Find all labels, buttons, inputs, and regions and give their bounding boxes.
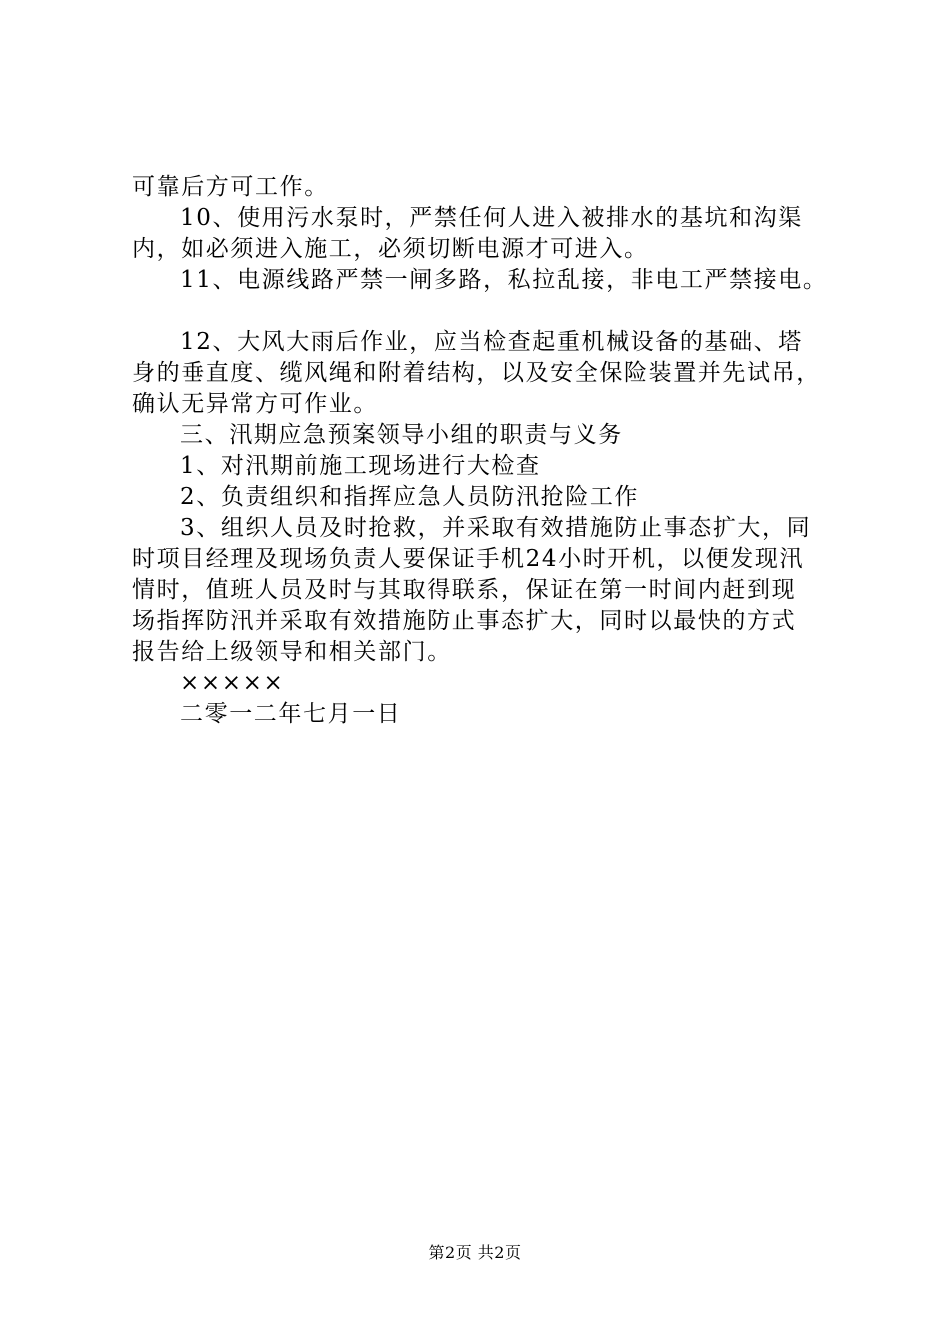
text-line: 12、大风大雨后作业，应当检查起重机械设备的基础、塔 [180, 329, 803, 355]
signature-placeholder: ××××× [180, 670, 285, 696]
page-number-footer: 第2页 共2页 [428, 1243, 522, 1262]
text-line: 可靠后方可工作。 [132, 174, 329, 200]
text-line: 2、负责组织和指挥应急人员防汛抢险工作 [180, 484, 640, 510]
text-line: 情时，值班人员及时与其取得联系，保证在第一时间内赶到现 [132, 577, 797, 603]
text-line: 3、组织人员及时抢救，并采取有效措施防止事态扩大，同 [180, 515, 812, 541]
text-line: 身的垂直度、缆风绳和附着结构，以及安全保险装置并先试吊， [132, 360, 821, 386]
text-line: 报告给上级领导和相关部门。 [132, 639, 452, 665]
text-line: 场指挥防汛并采取有效措施防止事态扩大，同时以最快的方式 [132, 608, 797, 634]
text-line: 1、对汛期前施工现场进行大检查 [180, 453, 541, 479]
text-line: 10、使用污水泵时，严禁任何人进入被排水的基坑和沟渠 [180, 205, 803, 231]
document-date: 二零一二年七月一日 [180, 701, 402, 727]
blank-line [132, 296, 832, 327]
text-line: 时项目经理及现场负责人要保证手机24小时开机，以便发现汛 [132, 546, 805, 572]
document-body [132, 172, 832, 730]
text-line: 确认无异常方可作业。 [132, 391, 378, 417]
text-line: 11、电源线路严禁一闸多路，私拉乱接，非电工严禁接电。 [180, 267, 828, 293]
text-line: 内，如必须进入施工，必须切断电源才可进入。 [132, 236, 649, 262]
section-heading: 三、汛期应急预案领导小组的职责与义务 [180, 422, 623, 448]
